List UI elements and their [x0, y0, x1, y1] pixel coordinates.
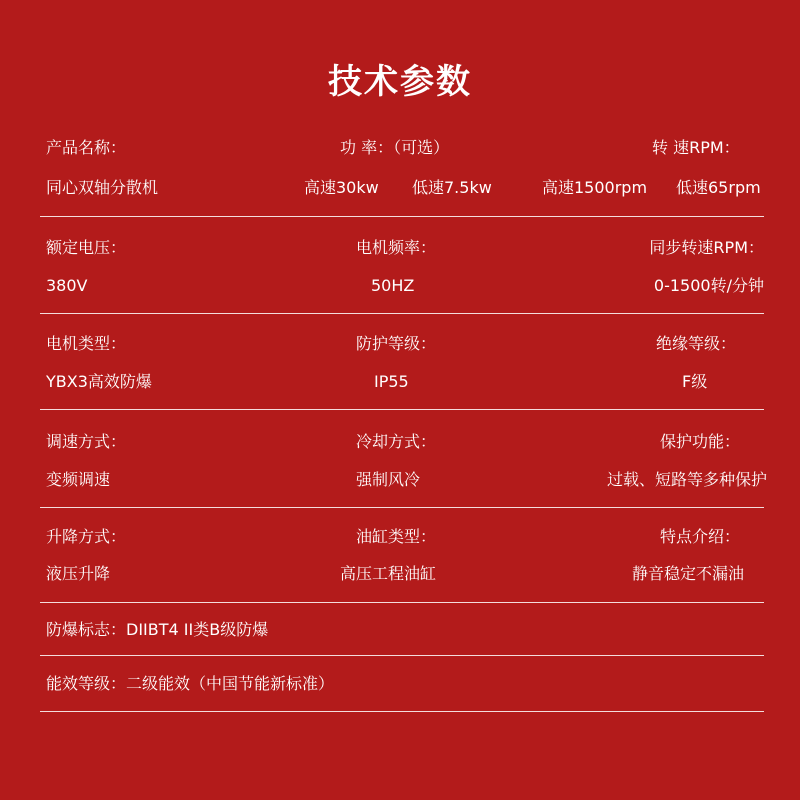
divider	[40, 655, 764, 656]
value-cooling-method: 强制风冷	[356, 470, 421, 489]
label-power: 功 率：（可选）	[340, 138, 450, 157]
label-motor-frequency: 电机频率：	[356, 238, 437, 257]
value-lifting-method: 液压升降	[46, 564, 111, 583]
divider	[40, 711, 764, 712]
label-rated-voltage: 额定电压：	[46, 238, 127, 257]
label-features: 特点介绍：	[660, 527, 741, 546]
label-lifting-method: 升降方式：	[46, 527, 127, 546]
divider	[40, 216, 764, 217]
value-product-name: 同心双轴分散机	[46, 178, 159, 197]
spec-row-2	[40, 238, 764, 298]
label-speed-rpm: 转 速RPM：	[652, 138, 740, 157]
value-motor-type: YBX3高效防爆	[46, 372, 152, 391]
label-cylinder-type: 油缸类型：	[356, 527, 437, 546]
label-speed-control: 调速方式：	[46, 432, 127, 451]
value-cylinder-type: 高压工程油缸	[340, 564, 437, 583]
value-motor-frequency: 50HZ	[371, 276, 415, 295]
label-motor-type: 电机类型：	[46, 334, 127, 353]
label-protection-function: 保护功能：	[660, 432, 741, 451]
value-rated-voltage: 380V	[46, 276, 88, 295]
energy-efficiency-grade: 能效等级：二级能效（中国节能新标准）	[46, 674, 335, 693]
spec-row-5	[40, 527, 764, 587]
value-speed-low: 低速65rpm	[676, 178, 761, 197]
spec-row-3	[40, 334, 764, 394]
page-title: 技术参数	[328, 62, 472, 102]
divider	[40, 602, 764, 603]
label-sync-speed: 同步转速RPM：	[649, 238, 764, 257]
value-power-high: 高速30kw	[304, 178, 379, 197]
divider	[40, 313, 764, 314]
value-insulation-grade: F级	[682, 372, 708, 391]
spec-row-1	[40, 138, 764, 198]
divider	[40, 507, 764, 508]
divider	[40, 409, 764, 410]
value-speed-high: 高速1500rpm	[542, 178, 648, 197]
spec-row-4	[40, 432, 768, 492]
label-cooling-method: 冷却方式：	[356, 432, 437, 451]
value-protection-grade: IP55	[374, 372, 409, 391]
value-protection-function: 过载、短路等多种保护	[607, 470, 768, 489]
explosion-proof-mark: 防爆标志：DIIBT4 II类B级防爆	[46, 620, 269, 639]
value-sync-speed: 0-1500转/分钟	[653, 276, 764, 295]
value-speed-control: 变频调速	[46, 470, 111, 489]
label-protection-grade: 防护等级：	[356, 334, 437, 353]
label-insulation-grade: 绝缘等级：	[656, 334, 737, 353]
label-product-name: 产品名称：	[46, 138, 127, 157]
value-features: 静音稳定不漏油	[632, 564, 745, 583]
value-power-low: 低速7.5kw	[412, 178, 492, 197]
